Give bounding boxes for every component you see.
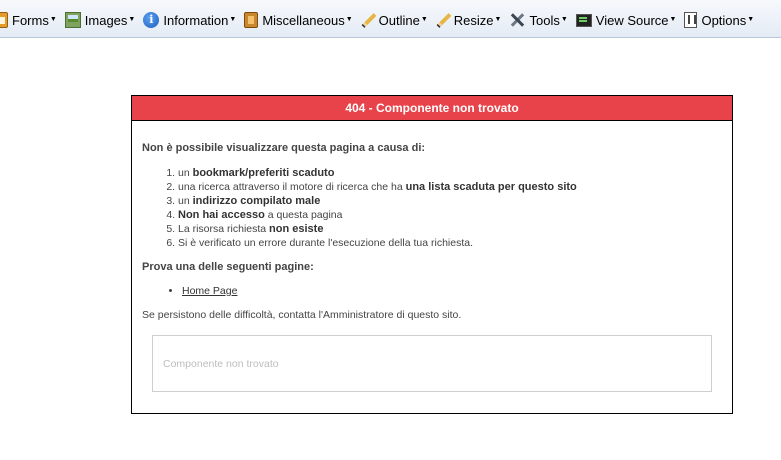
images-icon [65,12,81,28]
tools-icon [509,12,525,28]
outline-menu[interactable] [361,12,428,29]
cause-item [178,222,722,236]
error-body [132,142,732,370]
images-menu[interactable] [65,12,136,28]
forms-icon [0,12,8,28]
dropdown-caret-icon: ▼ [420,15,428,23]
view-source-label: View Source [595,12,669,28]
cause-text: La risorsa richiesta [178,223,270,235]
cause-item [178,180,722,194]
options-label: Options [701,12,747,28]
cause-item [178,236,722,250]
forms-label: Forms [12,12,49,28]
outline-label: Outline [378,12,420,28]
error-message-box: Componente non trovato [152,335,712,392]
dropdown-caret-icon: ▼ [49,15,57,23]
cause-text: Si è verificato un errore durante l'esecuzione della tua richiesta. [178,237,473,249]
error-title: 404 - Componente non trovato [132,96,732,121]
information-label: Information [163,12,229,28]
cause-text: un [178,195,193,207]
cause-bold: una lista scaduta per questo sito [405,181,577,193]
miscellaneous-label: Miscellaneous [262,12,345,28]
causes-list [166,166,722,250]
cause-bold: bookmark/preferiti scaduto [192,167,335,179]
cause-text: una ricerca attraverso il motore di ricerca che ha [178,181,406,193]
suggested-pages-heading: Prova una delle seguenti pagine: [142,261,314,273]
miscellaneous-menu[interactable] [244,12,352,28]
error-panel [131,95,733,414]
resize-menu[interactable] [436,12,502,29]
pencil-icon [361,13,376,28]
terminal-icon [576,14,592,27]
view-source-menu[interactable] [576,13,677,28]
images-label: Images [84,12,128,28]
tools-menu[interactable] [509,12,567,28]
cause-bold: non esiste [269,223,324,235]
cause-item [178,166,722,180]
book-icon [244,12,258,28]
info-icon: i [143,12,159,28]
dropdown-caret-icon: ▼ [669,15,677,23]
options-icon [684,12,697,28]
dropdown-caret-icon: ▼ [560,15,568,23]
forms-menu[interactable] [0,12,57,28]
cause-item [178,208,722,222]
dropdown-caret-icon: ▼ [128,15,136,23]
cause-bold: Non hai accesso [178,209,265,221]
information-menu[interactable] [143,12,236,28]
list-item [182,285,722,297]
web-developer-toolbar [0,0,781,38]
contact-admin-text: Se persistono delle difficoltà, contatta l'Amministratore di questo sito. [142,309,462,321]
cause-text-after: a questa pagina [264,209,343,221]
suggested-pages-list [170,285,722,297]
options-menu[interactable] [684,12,754,28]
error-intro: Non è possibile visualizzare questa pagina a causa di: [142,142,426,154]
dropdown-caret-icon: ▼ [494,15,502,23]
dropdown-caret-icon: ▼ [229,15,237,23]
cause-item [178,194,722,208]
resize-label: Resize [453,12,494,28]
tools-label: Tools [529,12,560,28]
ruler-icon [436,13,451,28]
cause-bold: indirizzo compilato male [192,195,321,207]
cause-text: un [178,167,193,179]
dropdown-caret-icon: ▼ [747,15,755,23]
dropdown-caret-icon: ▼ [345,15,353,23]
home-page-link[interactable]: Home Page [182,285,238,297]
